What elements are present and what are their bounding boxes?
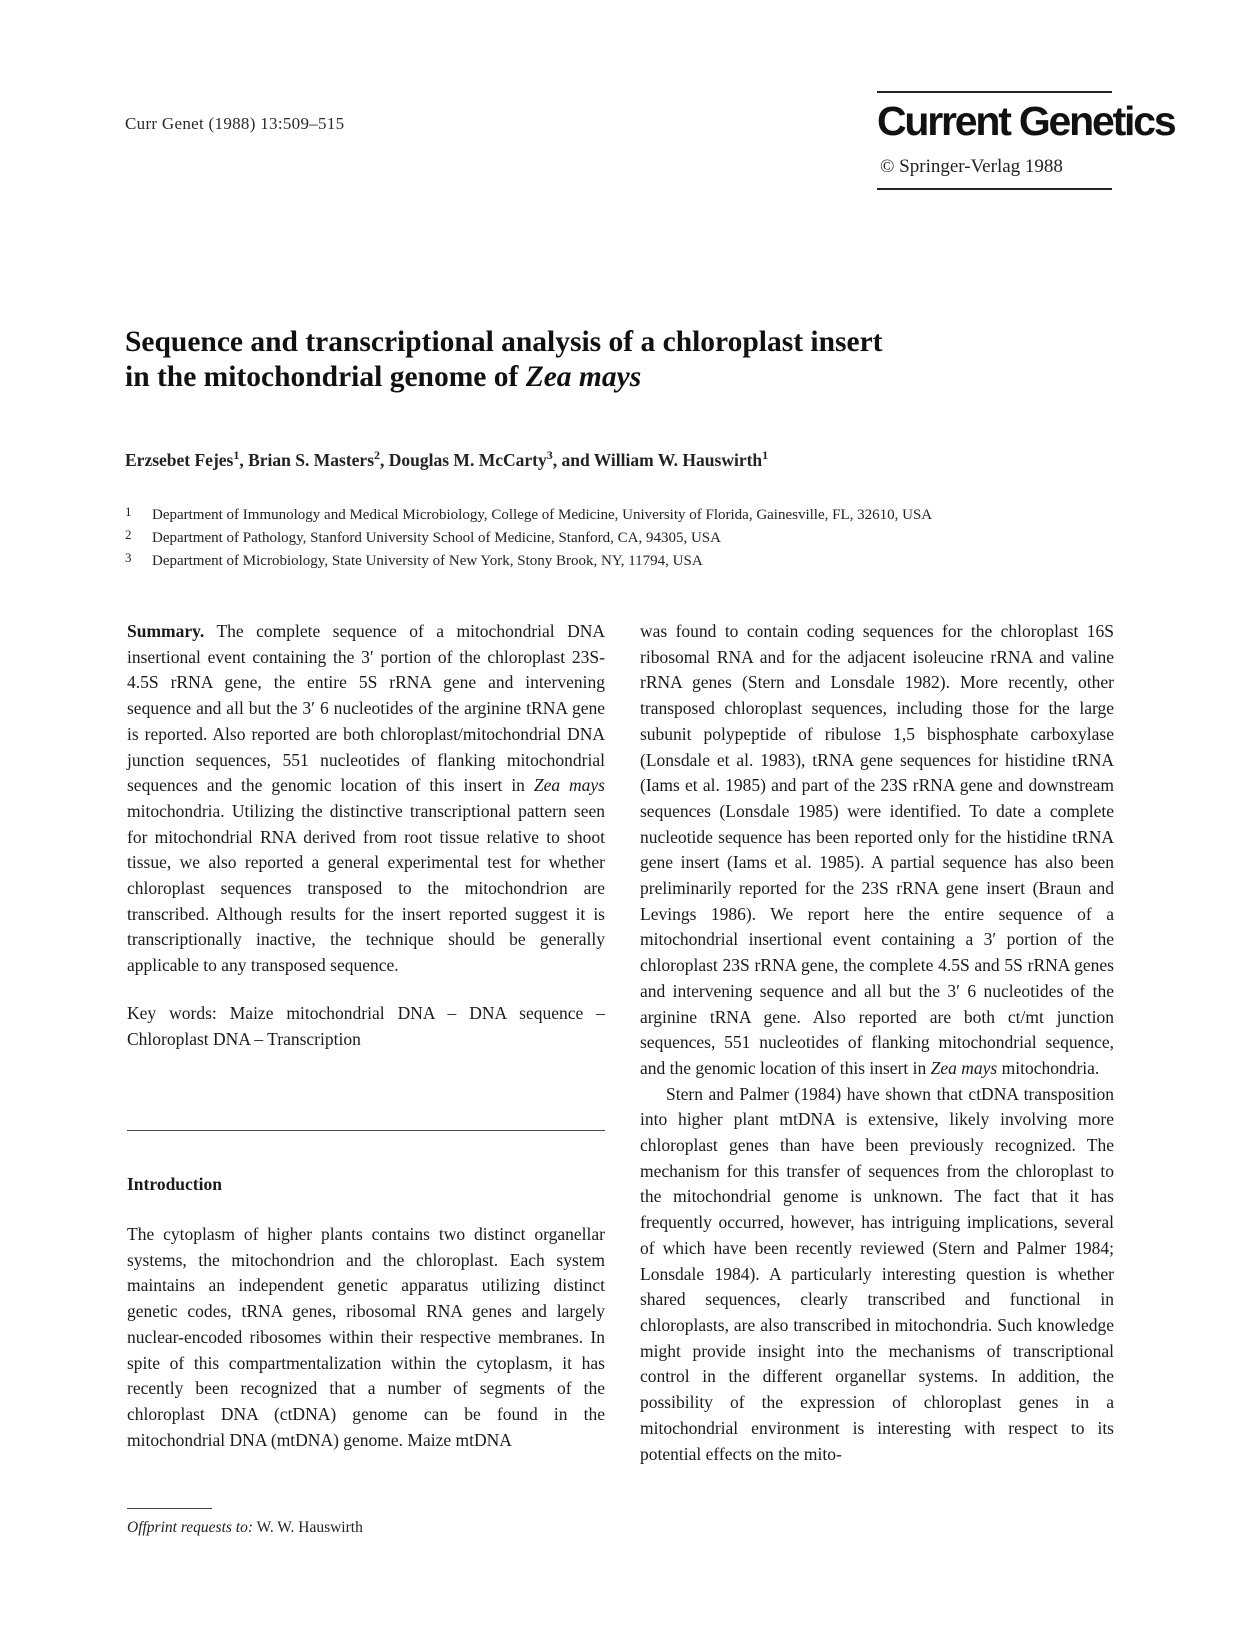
author-list: [125, 448, 768, 471]
title-line-2-text: in the mitochondrial genome of: [125, 361, 526, 393]
journal-rule-top: [877, 91, 1112, 93]
summary-label: Summary.: [127, 621, 205, 641]
journal-title: Current Genetics: [877, 98, 1175, 144]
affiliation-list: [125, 502, 932, 571]
summary-text-continued: mitochondria. Utilizing the distinctive transcriptional pattern seen for mitochondrial RNA derived from root tissue relative to shoot tissue, we also reported a general experimental test for whether chloroplast sequences transposed to the mitochondrion are transcribed. Although results for the insert reported suggest it is transcriptionally inactive, the technique should be generally applicable to any transposed sequence.: [127, 800, 605, 976]
affiliation-text: Department of Immunology and Medical Microbiology, College of Medicine, University of Florida, Gainesville, FL, 32610, USA: [152, 507, 933, 523]
introduction-heading: Introduction: [127, 1174, 222, 1194]
author-affiliation-mark: 1: [762, 448, 769, 462]
footnote-rule: [127, 1508, 212, 1509]
author-name: Erzsebet Fejes: [125, 449, 234, 470]
affiliation-item: [125, 525, 932, 548]
author-name: Douglas M. McCarty: [388, 449, 547, 470]
body-species: Zea mays: [930, 1057, 998, 1078]
author-affiliation-mark: 1: [233, 448, 240, 462]
copyright-notice: © Springer-Verlag 1988: [880, 156, 1063, 177]
keywords-label: Key words:: [127, 1002, 217, 1023]
affiliation-number: 3: [125, 550, 132, 565]
title-line-2: [125, 360, 1025, 395]
author-separator: , and: [552, 449, 594, 470]
right-column-text: [640, 619, 1114, 1467]
summary-paragraph: [127, 619, 605, 979]
footnote-label: Offprint requests to:: [127, 1519, 254, 1536]
journal-rule-bottom: [877, 188, 1112, 190]
summary-text: The complete sequence of a mitochondrial DNA insertional event containing the 3′ portion of the chloroplast 23S-4.5S rRNA gene, the entire 5S rRNA gene and intervening sequence and all but the 3′ 6 nucleotides of the arginine tRNA gene is reported. Also reported are both chloroplast/mitochondrial DNA junction sequences, 551 nucleotides of flanking mitochondrial sequences and the genomic location of this insert in: [127, 621, 605, 796]
body-text: was found to contain coding sequences for the chloroplast 16S ribosomal RNA and for the adjacent isoleucine rRNA and valine rRNA genes (Stern and Lonsdale 1982). More recently, other transposed chloroplast sequences, including those for the large subunit polypeptide of ribulose 1,5 bisphosphate carboxylase (Lonsdale et al. 1983), tRNA gene sequences for histidine tRNA (Iams et al. 1985) and part of the 23S rRNA gene and downstream sequences (Lonsdale 1985) were identified. To date a complete nucleotide sequence has been reported only for the histidine tRNA gene insert (Iams et al. 1985). A partial sequence has also been preliminarily reported for the 23S rRNA gene insert (Braun and Levings 1986). We report here the entire sequence of a mitochondrial insertional event containing a 3′ portion of the chloroplast 23S rRNA gene, the complete 4.5S and 5S rRNA genes and intervening sequence and all but the 3′ 6 nucleotides of the arginine tRNA gene. Also reported are both ct/mt junction sequences, 551 nucleotides of flanking mitochondrial sequence, and the genomic location of this insert in: [640, 621, 1114, 1078]
author-name: Brian S. Masters: [248, 449, 375, 470]
footnote-text: W. W. Hauswirth: [253, 1519, 363, 1536]
author-affiliation-mark: 3: [546, 448, 553, 462]
author-affiliation-mark: 2: [374, 448, 381, 462]
affiliation-text: Department of Pathology, Stanford University School of Medicine, Stanford, CA, 94305, USA: [152, 530, 721, 546]
body-text-end: mitochondria.: [997, 1057, 1100, 1078]
affiliation-number: 1: [125, 504, 132, 519]
title-species: Zea mays: [525, 361, 642, 393]
journal-citation: Curr Genet (1988) 13:509–515: [125, 114, 345, 133]
affiliation-item: [125, 502, 932, 525]
introduction-paragraph: The cytoplasm of higher plants contains two distinct organellar systems, the mitochondrion and the chloroplast. Each system maintains an independent genetic apparatus utilizing distinct genetic codes, tRNA genes, ribosomal RNA genes and largely nuclear-encoded ribosomes within their respective membranes. In spite of this compartmentalization within the cytoplasm, it has recently been recognized that a number of segments of the chloroplast DNA (ctDNA) genome can be found in the mitochondrial DNA (mtDNA) genome. Maize mtDNA: [127, 1224, 605, 1450]
introduction-body: [127, 1222, 605, 1453]
affiliation-number: 2: [125, 527, 132, 542]
author-name: William W. Hauswirth: [593, 449, 763, 470]
author-separator: ,: [380, 449, 389, 470]
left-column-abstract: [127, 619, 605, 1052]
author-separator: ,: [239, 449, 249, 470]
article-title: [125, 325, 1025, 395]
keywords-paragraph: [127, 1001, 605, 1052]
offprint-footnote: [127, 1519, 363, 1537]
summary-species: Zea mays: [533, 775, 605, 796]
abstract-separator: [127, 1130, 605, 1131]
affiliation-item: [125, 548, 932, 571]
affiliation-text: Department of Microbiology, State University of New York, Stony Brook, NY, 11794, USA: [152, 553, 703, 569]
keywords-text: Maize mitochondrial DNA – DNA sequence – Chloroplast DNA – Transcription: [127, 1002, 605, 1049]
title-line-1: Sequence and transcriptional analysis of a chloroplast insert: [125, 326, 883, 358]
body-paragraph: [640, 619, 1114, 1082]
body-paragraph-2: Stern and Palmer (1984) have shown that ctDNA transposition into higher plant mtDNA is extensive, likely involving more chloroplast genes than have been previously recognized. The mechanism for this transfer of sequences from the chloroplast to the mitochondrial genome is unknown. The fact that it has frequently occurred, however, has intriguing implications, several of which have been recently reviewed (Stern and Palmer 1984; Lonsdale 1984). A particularly interesting question is whether shared sequences, clearly transcribed and functional in chloroplasts, are also transcribed in mitochondria. Such knowledge might provide insight into the mechanisms of transcriptional control in the different organellar systems. In addition, the possibility of the expression of chloroplast genes in a mitochondrial environment is interesting with respect to its potential effects on the mito-: [640, 1083, 1114, 1464]
